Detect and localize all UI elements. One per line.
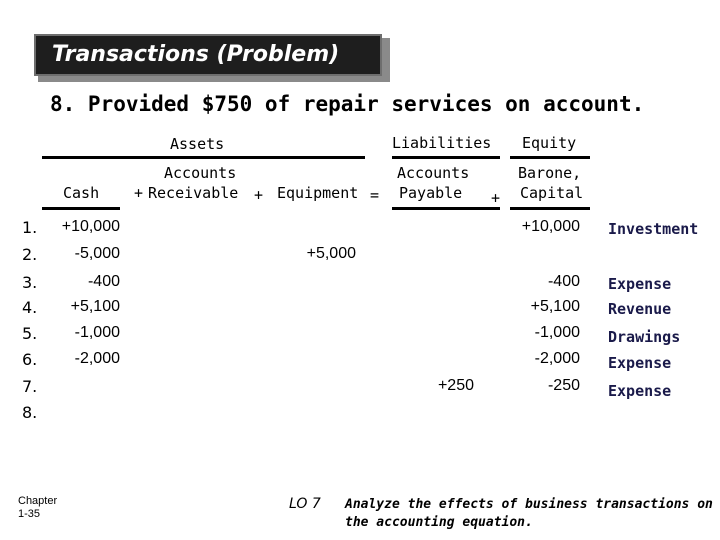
row-number: 4. [22, 298, 38, 317]
transaction-type-label: Expense [608, 275, 672, 293]
transaction-type-label: Revenue [608, 300, 672, 318]
capital-value: -250 [547, 377, 580, 394]
transaction-type-label: Expense [608, 354, 672, 372]
learning-objective-label: LO 7 [289, 496, 321, 512]
chapter-label [18, 495, 57, 521]
ap-rule [392, 207, 500, 210]
chapter-line2: 1-35 [18, 508, 41, 520]
transaction-type-label: Investment [608, 220, 699, 238]
row-number: 8. [22, 403, 38, 422]
row-number: 2. [22, 245, 38, 264]
ap-value: +250 [437, 377, 474, 394]
capital-header-line1: Barone, [518, 164, 582, 182]
plus-sign: + [134, 184, 144, 202]
ar-header-line2: Receivable [148, 184, 239, 202]
assets-rule [42, 156, 365, 159]
transaction-type-label: Drawings [608, 328, 681, 346]
cash-value: +5,100 [70, 298, 120, 315]
equity-header: Equity [522, 134, 577, 152]
capital-value: -1,000 [534, 324, 580, 341]
capital-value: +10,000 [521, 218, 580, 235]
capital-value: -2,000 [534, 350, 580, 367]
cash-value: +10,000 [61, 218, 120, 235]
liabilities-header: Liabilities [392, 134, 492, 152]
ap-header-line1: Accounts [397, 164, 470, 182]
problem-statement: 8. Provided $750 of repair services on account. [50, 92, 645, 116]
ar-header-line1: Accounts [164, 164, 237, 182]
row-number: 3. [22, 273, 38, 292]
equity-rule [510, 156, 590, 159]
cash-value: -5,000 [74, 245, 120, 262]
assets-header: Assets [170, 135, 225, 153]
capital-rule [510, 207, 590, 210]
row-number: 6. [22, 350, 38, 369]
plus-sign: + [254, 186, 264, 204]
learning-objective-text: Analyze the effects of business transactions on the accounting equation. [345, 497, 713, 530]
equipment-value: +5,000 [306, 245, 356, 262]
row-number: 1. [22, 218, 38, 237]
equals-sign: = [370, 186, 380, 204]
liabilities-rule [392, 156, 500, 159]
cash-value: -1,000 [74, 324, 120, 341]
equipment-header: Equipment [277, 184, 359, 202]
capital-value: -400 [547, 273, 580, 290]
cash-value: -400 [87, 273, 120, 290]
transaction-type-label: Expense [608, 382, 672, 400]
slide-title: Transactions (Problem) [52, 42, 340, 67]
row-number: 7. [22, 377, 38, 396]
capital-header-line2: Capital [520, 184, 584, 202]
cash-header: Cash [63, 184, 100, 202]
cash-value: -2,000 [74, 350, 120, 367]
capital-value: +5,100 [530, 298, 580, 315]
chapter-line1: Chapter [18, 495, 58, 507]
row-number: 5. [22, 324, 38, 343]
ap-header-line2: Payable [399, 184, 463, 202]
cash-rule [42, 207, 120, 210]
plus-sign: + [491, 189, 501, 207]
